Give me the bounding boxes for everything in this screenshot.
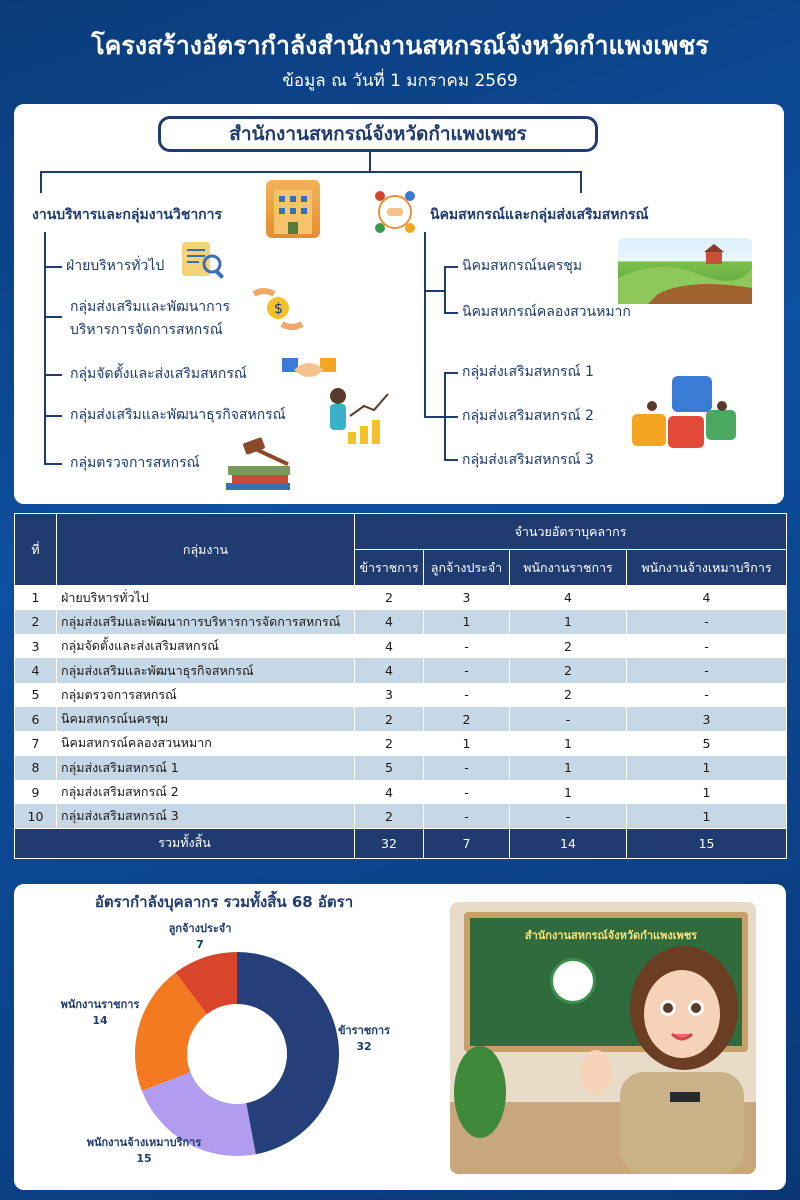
row-permanent: 3 — [424, 586, 510, 610]
staff-table-wrapper — [14, 513, 786, 877]
puzzle-team-illustration — [612, 366, 756, 462]
row-number: 5 — [15, 683, 57, 707]
total-label: รวมทั้งสิ้น — [15, 828, 355, 858]
row-civil: 2 — [355, 586, 424, 610]
handshake-network-icon — [370, 186, 420, 238]
row-civil: 4 — [355, 634, 424, 658]
slice-name-label: พนักงานราชการ — [60, 998, 140, 1011]
right-tick-d — [444, 416, 458, 418]
total-government: 14 — [510, 828, 627, 858]
row-group-name: นิคมสหกรณ์คลองสวนหมาก — [57, 731, 355, 755]
row-group-name: กลุ่มจัดตั้งและส่งเสริมสหกรณ์ — [57, 634, 355, 658]
right-sub-1-vert — [444, 266, 446, 314]
table-row — [15, 683, 787, 707]
row-permanent: - — [424, 804, 510, 828]
row-group-name: กลุ่มส่งเสริมสหกรณ์ 1 — [57, 756, 355, 780]
row-number: 2 — [15, 610, 57, 634]
right-trunk — [424, 232, 426, 418]
right-branch-title: นิคมสหกรณ์และกลุ่มส่งเสริมสหกรณ์ — [430, 207, 649, 223]
org-chart-panel — [14, 104, 784, 504]
connector-left-down — [40, 171, 42, 193]
table-body — [15, 586, 787, 829]
org-item-promo-1: กลุ่มส่งเสริมสหกรณ์ 1 — [462, 364, 594, 380]
row-permanent: 1 — [424, 610, 510, 634]
row-group-name: นิคมสหกรณ์นครชุม — [57, 707, 355, 731]
farm-icon — [618, 238, 752, 304]
money-hands-icon — [250, 284, 306, 334]
row-number: 9 — [15, 780, 57, 804]
row-permanent: - — [424, 634, 510, 658]
header-government-employee: พนักงานราชการ — [510, 550, 627, 586]
org-item-promo-2: กลุ่มส่งเสริมสหกรณ์ 2 — [462, 408, 594, 424]
row-government: 1 — [510, 780, 627, 804]
row-contract: 5 — [627, 731, 787, 755]
left-tick-1 — [44, 266, 62, 268]
row-civil: 3 — [355, 683, 424, 707]
table-row — [15, 610, 787, 634]
row-permanent: - — [424, 756, 510, 780]
right-tick-b — [444, 312, 458, 314]
row-group-name: กลุ่มส่งเสริมและพัฒนาธุรกิจสหกรณ์ — [57, 658, 355, 682]
row-permanent: - — [424, 780, 510, 804]
header-no: ที่ — [15, 514, 57, 586]
row-permanent: 2 — [424, 707, 510, 731]
slice-value-label: 7 — [196, 938, 204, 951]
row-civil: 2 — [355, 804, 424, 828]
row-contract: 1 — [627, 756, 787, 780]
table-row — [15, 756, 787, 780]
row-government: 2 — [510, 658, 627, 682]
connector-right-down — [580, 171, 582, 193]
row-government: 2 — [510, 683, 627, 707]
total-permanent: 7 — [424, 828, 510, 858]
row-government: 1 — [510, 731, 627, 755]
header-staff-count: จำนวยอัตราบุคลากร — [355, 514, 787, 550]
money-hands-illustration — [250, 284, 306, 334]
row-number: 7 — [15, 731, 57, 755]
business-growth-illustration — [320, 382, 392, 454]
total-contract: 15 — [627, 828, 787, 858]
gavel-icon — [222, 434, 298, 492]
left-branch-title: งานบริหารและกลุ่มงานวิชาการ — [32, 207, 223, 223]
row-number: 4 — [15, 658, 57, 682]
header-permanent-employee: ลูกจ้างประจำ — [424, 550, 510, 586]
table-row — [15, 707, 787, 731]
farm-landscape-illustration — [618, 238, 752, 304]
right-tick-e — [444, 459, 458, 461]
document-search-icon — [176, 240, 232, 280]
row-contract: - — [627, 634, 787, 658]
row-contract: 4 — [627, 586, 787, 610]
row-government: 2 — [510, 634, 627, 658]
right-tick-a — [444, 266, 458, 268]
row-permanent: 1 — [424, 731, 510, 755]
slice-value-label: 15 — [136, 1152, 152, 1165]
growth-chart-icon — [320, 382, 392, 454]
row-number: 3 — [15, 634, 57, 658]
chart-panel — [14, 884, 786, 1190]
row-number: 10 — [15, 804, 57, 828]
row-contract: 1 — [627, 804, 787, 828]
row-number: 6 — [15, 707, 57, 731]
row-group-name: กลุ่มส่งเสริมและพัฒนาการบริหารการจัดการสหกรณ์ — [57, 610, 355, 634]
row-government: - — [510, 804, 627, 828]
chalkboard-text: สำนักงานสหกรณ์จังหวัดกำแพงเพชร — [524, 929, 698, 942]
header-group: กลุ่มงาน — [57, 514, 355, 586]
right-tick-c — [444, 372, 458, 374]
table-row — [15, 634, 787, 658]
table-total-row — [15, 828, 787, 858]
org-item-promo-3: กลุ่มส่งเสริมสหกรณ์ 3 — [462, 452, 594, 468]
right-sub-2-join — [424, 416, 444, 418]
left-tick-4 — [44, 415, 62, 417]
row-number: 8 — [15, 756, 57, 780]
people-network-illustration — [370, 186, 420, 238]
slice-value-label: 14 — [92, 1014, 108, 1027]
org-item-business: กลุ่มส่งเสริมและพัฒนาธุรกิจสหกรณ์ — [70, 407, 286, 423]
row-group-name: ฝ่ายบริหารทั่วไป — [57, 586, 355, 610]
building-icon — [266, 180, 320, 238]
slice-name-label: ลูกจ้างประจำ — [168, 922, 232, 935]
row-contract: 1 — [627, 780, 787, 804]
row-group-name: กลุ่มส่งเสริมสหกรณ์ 2 — [57, 780, 355, 804]
row-civil: 5 — [355, 756, 424, 780]
document-search-illustration — [176, 240, 232, 280]
org-item-klongsuanmak: นิคมสหกรณ์คลองสวนหมาก — [462, 304, 631, 320]
donut-chart — [14, 884, 434, 1190]
row-contract: 3 — [627, 707, 787, 731]
slice-value-label: 32 — [356, 1040, 372, 1053]
staff-table — [14, 513, 787, 859]
org-item-promotion-line1: กลุ่มส่งเสริมและพัฒนาการ — [70, 299, 231, 315]
svg-text:$: $ — [274, 301, 283, 317]
teacher-illustration — [450, 902, 756, 1174]
row-number: 1 — [15, 586, 57, 610]
row-permanent: - — [424, 658, 510, 682]
right-sub-1-join — [424, 290, 444, 292]
page-subtitle: ข้อมูล ณ วันที่ 1 มกราคม 2569 — [282, 71, 518, 91]
row-civil: 2 — [355, 731, 424, 755]
org-item-establish: กลุ่มจัดตั้งและส่งเสริมสหกรณ์ — [70, 366, 247, 382]
row-contract: - — [627, 610, 787, 634]
gavel-books-illustration — [222, 434, 298, 492]
table-row — [15, 658, 787, 682]
row-civil: 4 — [355, 658, 424, 682]
header-civil-servant: ข้าราชการ — [355, 550, 424, 586]
row-government: 4 — [510, 586, 627, 610]
row-group-name: กลุ่มส่งเสริมสหกรณ์ 3 — [57, 804, 355, 828]
table-row — [15, 731, 787, 755]
org-root-box: สำนักงานสหกรณ์จังหวัดกำแพงเพชร — [158, 116, 598, 152]
row-civil: 4 — [355, 780, 424, 804]
org-item-audit: กลุ่มตรวจการสหกรณ์ — [70, 455, 200, 471]
slice-name-label: พนักงานจ้างเหมาบริการ — [86, 1136, 202, 1149]
total-civil: 32 — [355, 828, 424, 858]
table-row — [15, 804, 787, 828]
org-item-general-admin: ฝ่ายบริหารทั่วไป — [66, 258, 165, 274]
row-government: 1 — [510, 756, 627, 780]
page-header — [0, 0, 800, 100]
connector-root-down — [369, 152, 371, 172]
table-row — [15, 780, 787, 804]
table-row — [15, 586, 787, 610]
teacher-character-icon — [450, 902, 756, 1174]
left-tick-5 — [44, 463, 62, 465]
header-contract-employee: พนักงานจ้างเหมาบริการ — [627, 550, 787, 586]
row-permanent: - — [424, 683, 510, 707]
page-title: โครงสร้างอัตรากำลังสำนักงานสหกรณ์จังหวัดกำแพงเพชร — [91, 31, 709, 60]
slice-name-label: ข้าราชการ — [338, 1024, 390, 1037]
row-civil: 2 — [355, 707, 424, 731]
row-contract: - — [627, 683, 787, 707]
chart-title: อัตรากำลังบุคลากร รวมทั้งสิ้น 68 อัตรา — [94, 893, 354, 911]
donut-slice — [237, 952, 339, 1154]
connector-horizontal — [40, 171, 582, 173]
row-government: 1 — [510, 610, 627, 634]
building-illustration — [266, 180, 320, 238]
row-contract: - — [627, 658, 787, 682]
row-group-name: กลุ่มตรวจการสหกรณ์ — [57, 683, 355, 707]
row-civil: 4 — [355, 610, 424, 634]
left-tick-2 — [44, 316, 62, 318]
org-item-promotion-line2: บริหารการจัดการสหกรณ์ — [70, 322, 223, 338]
puzzle-icon — [612, 366, 756, 462]
org-item-nakhonchum: นิคมสหกรณ์นครชุม — [462, 258, 583, 274]
left-tick-3 — [44, 374, 62, 376]
row-government: - — [510, 707, 627, 731]
